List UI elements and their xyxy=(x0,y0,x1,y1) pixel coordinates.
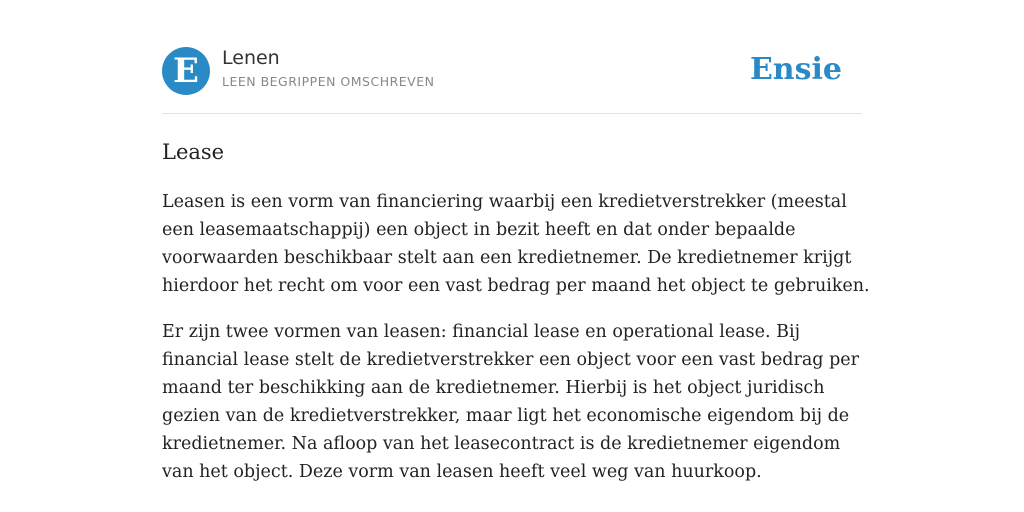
article xyxy=(162,138,874,504)
article-paragraph: Er zijn twee vormen van leasen: financial lease en operational lease. Bij financial lease stelt de kredietverstrekker een object voor een vast bedrag per maand ter beschikking aan de kredietnemer. Hierbij is het object juridisch gezien van de kredietverstrekker, maar ligt het economische eigendom bij de kredietnemer. Na afloop van het leasecontract is de kredietnemer eigendom van het object. Deze vorm van leasen heeft veel weg van huurkoop. xyxy=(162,322,860,482)
site-logo[interactable]: E xyxy=(162,47,210,95)
site-subtitle: LEEN BEGRIPPEN OMSCHREVEN xyxy=(222,74,435,89)
brand-logo[interactable]: Ensie xyxy=(749,52,842,87)
site-title[interactable]: Lenen xyxy=(222,47,280,69)
site-header xyxy=(162,46,862,96)
header-divider xyxy=(162,113,862,114)
article-title: Lease xyxy=(162,140,225,164)
article-paragraph: Leasen is een vorm van financiering waarbij een kredietverstrekker (meestal een leasemaatschappij) een object in bezit heeft en dat onder bepaalde voorwaarden beschikbaar stelt aan een kredietnemer. De kredietnemer krijgt hierdoor het recht om voor een vast bedrag per maand het object te gebruiken. xyxy=(162,192,870,296)
